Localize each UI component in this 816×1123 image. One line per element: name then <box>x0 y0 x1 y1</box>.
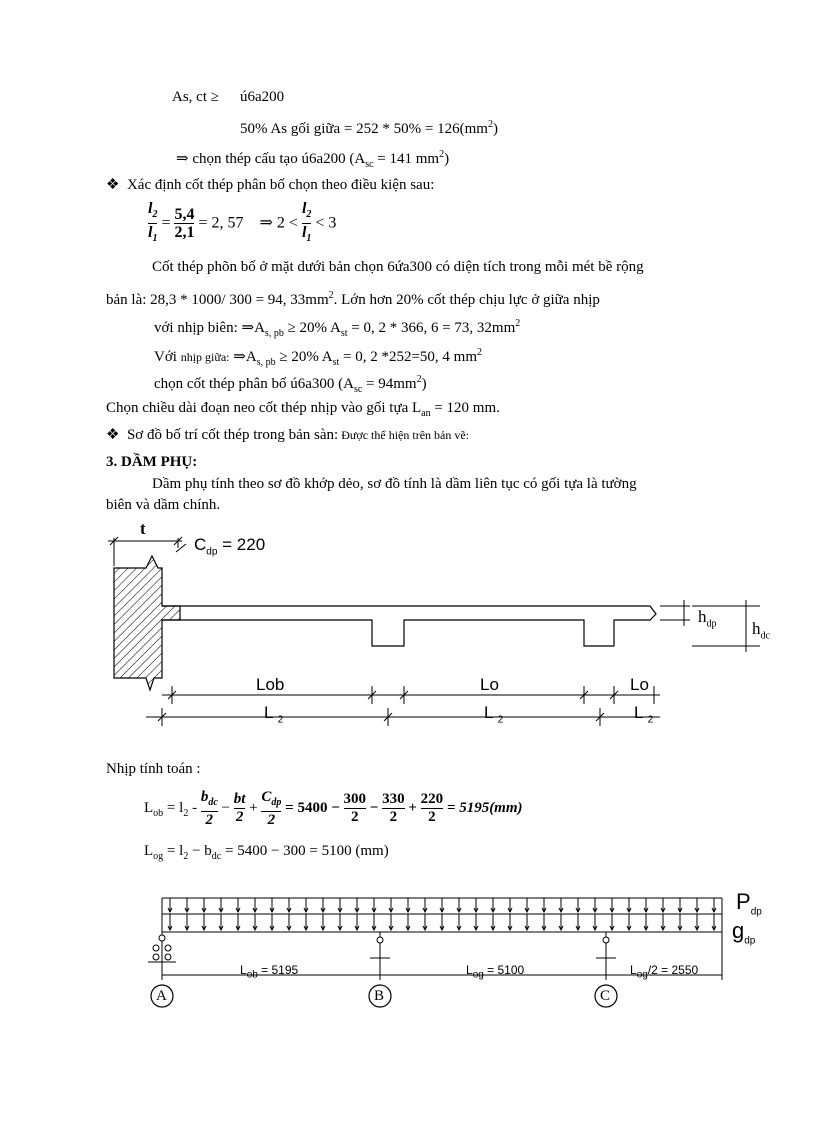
lob-equation: $L_{ob} = l_2$ - $\frac{b_{dc}}{2}$ − $\frac{bt}{2}$ + $\frac{C_{dp}}{2}$ = 5400 − $\frac{300}{2}$ − $\frac{330}{2}$ + $\frac{220}{2}$ = 5195(mm) <box>144 788 523 828</box>
label-l2-right: L $_2$ <box>634 703 654 726</box>
label-l2-left: L $_2$ <box>264 703 284 726</box>
axis-label-c: C <box>600 988 611 1004</box>
calc-span-label: Nhịp tính toán : <box>106 761 201 777</box>
label-h-dc: $h_{dc}$ <box>752 619 770 642</box>
label-lob-5195: $L_{ob} = 5195$ <box>240 963 299 981</box>
distribution-para-line-2: bản là: 28,3 * 1000/ 300 = 94, $33mm^2$. Lớn hơn 20% cốt thép chịu lực ở giữa nhịp <box>106 290 600 308</box>
edge-span-line: với nhịp biên: $\Rightarrow A_{s, pb} \ge 20\%$ $A_{st} = 0$, 2 * 366, 6 = 73, $32mm^2$ <box>154 318 521 339</box>
axis-label-a: A <box>156 988 167 1004</box>
axis-label-b: B <box>374 988 385 1004</box>
as-ct-option-1: ú6a200 <box>240 89 285 105</box>
label-lo-right: Lo <box>630 675 649 694</box>
label-t: t <box>140 519 146 538</box>
label-cdp: $C_{dp} = 220$ <box>194 535 266 558</box>
label-lob: Lob <box>256 675 285 694</box>
distribution-para-line-1: Cốt thép phõn bố ở mặt dưới bản chọn 6ứa300 có diện tích trong mỗi mét bề rộng <box>152 259 644 275</box>
bullet-layout-scheme: ❖ Sơ đồ bố trí cốt thép trong bản sàn: Được thể hiện trên bản vẽ: <box>106 427 470 443</box>
label-p-dp: $P_{dp}$ <box>736 889 762 918</box>
description-line-2: biên và dầm chính. <box>106 497 221 513</box>
label-g-dp: $g_{dp}$ <box>732 918 756 947</box>
diamond-bullet-icon: ❖ <box>106 177 120 193</box>
label-lo-mid: Lo <box>480 675 499 694</box>
anchor-length-line: Chọn chiều dài đoạn neo cốt thép nhịp vào gối tựa $L_{an} = 120$ mm. <box>106 400 500 419</box>
log-equation: $L_{og} = l_2 - b_{dc} = 5400 - 300 = 5100$ (mm) <box>144 843 389 862</box>
middle-span-line: Với nhịp giữa: $\Rightarrow A_{s, pb} \ge 20\%$ $A_{st} = 0$, 2 *252=50, 4 $mm^2$ <box>154 347 483 368</box>
ratio-equation: $\frac{l_2}{l_1}$ = $\frac{5,4}{2,1}$ = 2, 57 ⇒ 2 < $\frac{l_2}{l_1}$ < 3 <box>148 200 337 245</box>
choose-steel-line: ⇒ chọn thép cấu tạo ú6a200 ($A_{sc} = 141$ $mm^2$) <box>176 149 450 170</box>
label-h-dp: $h_{dp}$ <box>698 607 717 630</box>
label-l2-mid: L $_2$ <box>484 703 504 726</box>
as-ct-option-2: 50% As gối giữa = $252 * 50\% = 126(mm^2)$ <box>240 119 498 137</box>
bullet-distribution-condition: ❖ Xác định cốt thép phân bố chọn theo điều kiện sau: <box>106 177 435 193</box>
label-log-5100: $L_{og} = 5100$ <box>466 963 525 981</box>
choose-distribution-line: chọn cốt thép phân bố ú6a300 $(A_{sc} = 94mm^2)$ <box>154 374 427 395</box>
section-heading: 3. DẦM PHỤ: <box>106 454 198 470</box>
diamond-bullet-icon: ❖ <box>106 427 120 443</box>
label-log-half: $L_{og}/2 = 2550$ <box>630 963 699 981</box>
description-line-1: Dầm phụ tính theo sơ đồ khớp dẻo, sơ đồ tính là dầm liên tục có gối tựa là tường <box>152 476 637 492</box>
as-ct-label: As, ct ≥ <box>172 89 219 105</box>
